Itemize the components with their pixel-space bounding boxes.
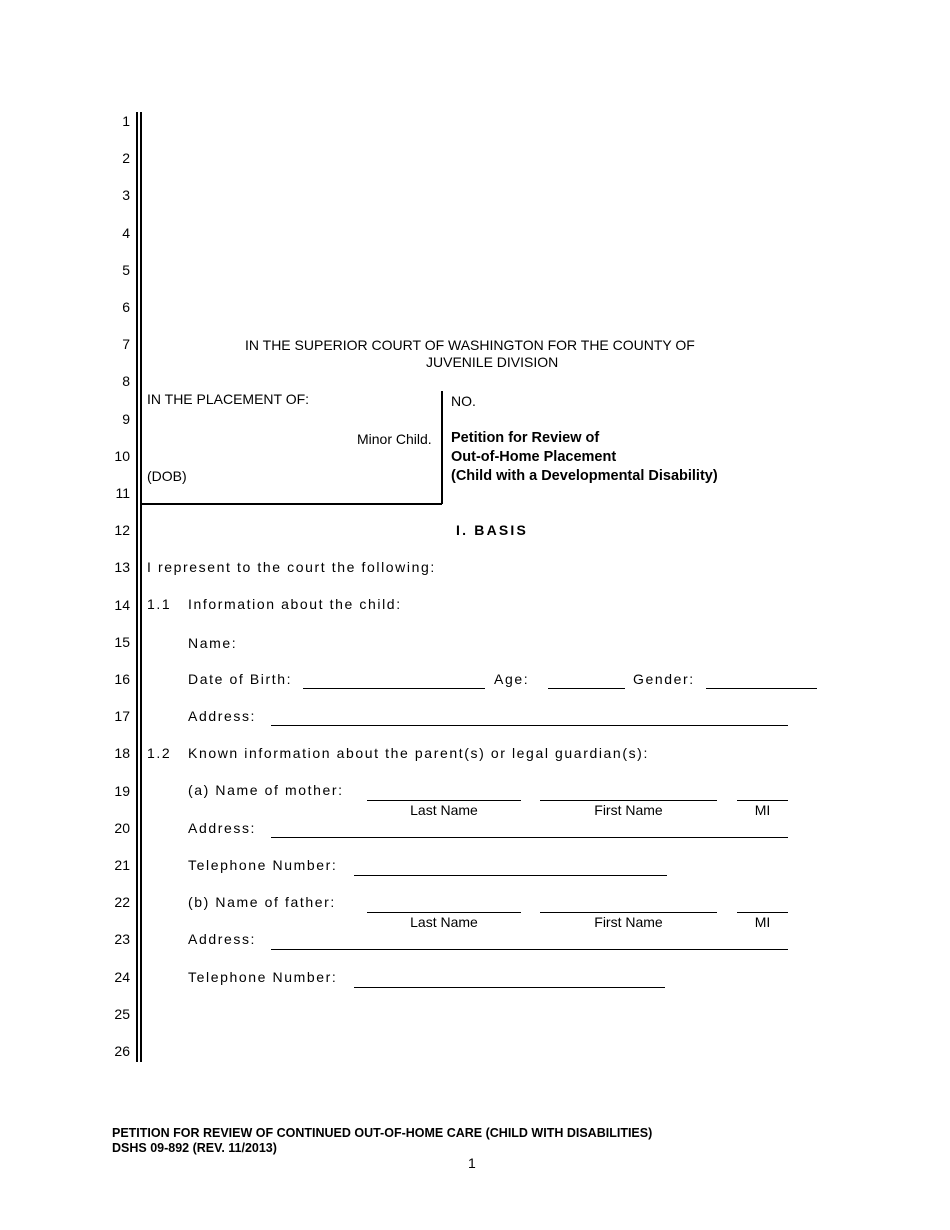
line-number: 8: [122, 373, 130, 390]
mother-mi-field[interactable]: [737, 800, 788, 801]
footer-page-number: 1: [468, 1155, 476, 1171]
mother-last-name-field[interactable]: [367, 800, 521, 801]
line-number: 4: [122, 224, 130, 241]
mother-telephone-field[interactable]: [354, 875, 667, 876]
father-name-label: (b) Name of father:: [188, 894, 336, 910]
mother-last-name-caption: Last Name: [410, 802, 478, 818]
placement-label: IN THE PLACEMENT OF:: [147, 391, 310, 407]
petition-title-line3: (Child with a Developmental Disability): [451, 468, 718, 484]
father-mi-caption: MI: [754, 914, 771, 930]
father-telephone-label: Telephone Number:: [188, 969, 338, 985]
mother-first-name-caption: First Name: [594, 802, 663, 818]
court-heading-line2: JUVENILE DIVISION: [426, 354, 559, 370]
father-telephone-field[interactable]: [354, 987, 665, 988]
line-number: 19: [114, 782, 130, 799]
father-first-name-field[interactable]: [540, 912, 717, 913]
line-number: 1: [122, 113, 130, 129]
court-heading-line1: IN THE SUPERIOR COURT OF WASHINGTON FOR THE COUNTY OF: [245, 337, 695, 353]
footer-form-title: PETITION FOR REVIEW OF CONTINUED OUT-OF-HOME CARE (CHILD WITH DISABILITIES): [112, 1126, 653, 1140]
father-address-field[interactable]: [271, 949, 788, 950]
caption-divider: [441, 391, 443, 504]
line-number: 9: [122, 410, 130, 427]
line-number: 26: [114, 1043, 130, 1059]
line-number: 23: [114, 931, 130, 948]
mother-address-label: Address:: [188, 820, 257, 836]
case-no-label: NO.: [451, 393, 476, 409]
mother-first-name-field[interactable]: [540, 800, 717, 801]
section-heading-basis: I. BASIS: [456, 522, 529, 538]
father-last-name-caption: Last Name: [410, 914, 478, 930]
father-mi-field[interactable]: [737, 912, 788, 913]
petition-title-line2: Out-of-Home Placement: [451, 449, 617, 465]
line-number: 15: [114, 633, 130, 650]
line-number: 5: [122, 261, 130, 278]
line-number: 12: [114, 522, 130, 539]
line-number: 7: [122, 336, 130, 353]
line-number: 2: [122, 150, 130, 167]
line-number: 20: [114, 819, 130, 836]
line-number: 13: [114, 559, 130, 576]
child-address-label: Address:: [188, 708, 257, 724]
item-1-1-label: Information about the child:: [188, 596, 402, 612]
line-number: 22: [114, 894, 130, 911]
caption-bottom-rule: [140, 503, 442, 505]
mother-mi-caption: MI: [754, 802, 771, 818]
line-number: 11: [115, 485, 130, 501]
line-number: 18: [114, 745, 130, 762]
mother-address-field[interactable]: [271, 837, 788, 838]
mother-name-label: (a) Name of mother:: [188, 782, 344, 798]
footer-form-number: DSHS 09-892 (REV. 11/2013): [112, 1141, 277, 1155]
child-name-label: Name:: [188, 635, 238, 651]
item-1-1-number: 1.1: [147, 596, 172, 612]
line-number: 24: [114, 968, 130, 985]
line-number: 10: [114, 447, 130, 464]
line-number: 25: [114, 1005, 130, 1022]
line-number: 3: [122, 187, 130, 204]
child-age-field[interactable]: [548, 688, 625, 689]
line-number: 16: [114, 671, 130, 687]
line-number: 6: [122, 299, 130, 315]
child-gender-label: Gender:: [633, 671, 695, 687]
child-dob-field[interactable]: [303, 688, 485, 689]
intro-statement: I represent to the court the following:: [147, 559, 436, 575]
line-number: 21: [114, 857, 130, 873]
father-last-name-field[interactable]: [367, 912, 521, 913]
child-address-field[interactable]: [271, 725, 788, 726]
line-number: 14: [114, 596, 130, 613]
minor-child-label: Minor Child.: [357, 431, 432, 447]
margin-rule-left: [136, 112, 138, 1062]
father-first-name-caption: First Name: [594, 914, 663, 930]
line-number: 17: [114, 708, 130, 725]
petition-title-line1: Petition for Review of: [451, 430, 600, 446]
child-age-label: Age:: [494, 671, 530, 687]
item-1-2-label: Known information about the parent(s) or legal guardian(s):: [188, 745, 649, 761]
item-1-2-number: 1.2: [147, 745, 172, 761]
dob-caption-label: (DOB): [147, 468, 187, 484]
child-dob-label: Date of Birth:: [188, 671, 293, 687]
child-gender-field[interactable]: [706, 688, 817, 689]
mother-telephone-label: Telephone Number:: [188, 857, 338, 873]
margin-rule-right: [140, 112, 142, 1062]
father-address-label: Address:: [188, 931, 257, 947]
